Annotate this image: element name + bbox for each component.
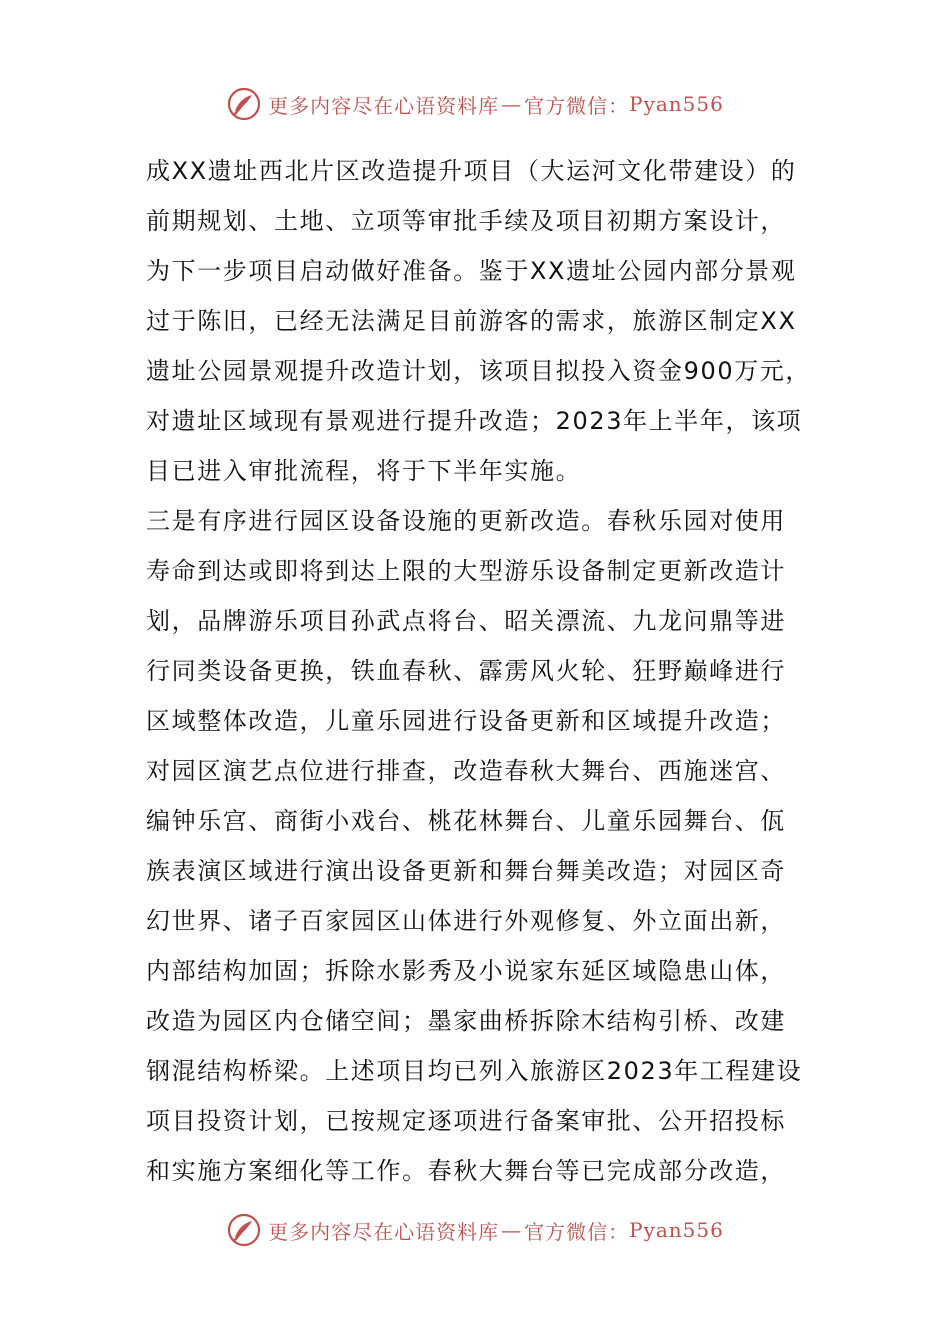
watermark-contact-label: 官方微信： (524, 93, 630, 118)
body-line: 行同类设备更换，铁血春秋、霹雳风火轮、狂野巅峰进行 (146, 657, 786, 685)
body-line: 对园区演艺点位进行排查，改造春秋大舞台、西施迷宫、 (146, 757, 786, 785)
body-line: 改造为园区内仓储空间；墨家曲桥拆除木结构引桥、改建 (146, 1007, 786, 1035)
body-line: 过于陈旧，已经无法满足目前游客的需求，旅游区制定XX (146, 307, 797, 335)
watermark-separator: — (501, 1218, 523, 1242)
watermark-contact-id: Pyan556 (629, 92, 724, 116)
body-line: 为下一步项目启动做好准备。鉴于XX遗址公园内部分景观 (146, 257, 797, 285)
pen-logo-icon (226, 1212, 262, 1248)
body-line: 幻世界、诸子百家园区山体进行外观修复、外立面出新， (146, 907, 786, 935)
body-line: 钢混结构桥梁。上述项目均已列入旅游区2023年工程建设 (146, 1057, 803, 1085)
body-line: 目已进入审批流程，将于下半年实施。 (146, 457, 582, 485)
footer-watermark (0, 1212, 950, 1248)
watermark-text: 更多内容尽在心语资料库 (268, 93, 500, 118)
body-line: 和实施方案细化等工作。春秋大舞台等已完成部分改造， (146, 1157, 786, 1185)
body-line: 区域整体改造，儿童乐园进行设备更新和区域提升改造； (146, 707, 786, 735)
watermark-contact-label: 官方微信： (524, 1219, 630, 1244)
body-line: 内部结构加固；拆除水影秀及小说家东延区域隐患山体， (146, 957, 786, 985)
header-watermark (0, 86, 950, 122)
body-line: 成XX遗址西北片区改造提升项目（大运河文化带建设）的 (146, 157, 797, 185)
watermark-text: 更多内容尽在心语资料库 (268, 1219, 500, 1244)
body-line: 对遗址区域现有景观进行提升改造；2023年上半年，该项 (146, 407, 803, 435)
body-line: 前期规划、土地、立项等审批手续及项目初期方案设计， (146, 207, 786, 235)
body-line: 族表演区域进行演出设备更新和舞台舞美改造；对园区奇 (146, 857, 786, 885)
watermark-contact-id: Pyan556 (629, 1218, 724, 1242)
watermark-separator: — (501, 92, 523, 116)
body-line: 三是有序进行园区设备设施的更新改造。春秋乐园对使用 (146, 507, 786, 535)
document-body (146, 146, 810, 1196)
body-line: 编钟乐宫、商街小戏台、桃花林舞台、儿童乐园舞台、佤 (146, 807, 786, 835)
body-line: 项目投资计划，已按规定逐项进行备案审批、公开招投标 (146, 1107, 786, 1135)
body-line: 划，品牌游乐项目孙武点将台、昭关漂流、九龙问鼎等进 (146, 607, 786, 635)
pen-logo-icon (226, 86, 262, 122)
body-line: 遗址公园景观提升改造计划，该项目拟投入资金900万元， (146, 357, 812, 385)
body-line: 寿命到达或即将到达上限的大型游乐设备制定更新改造计 (146, 557, 786, 585)
